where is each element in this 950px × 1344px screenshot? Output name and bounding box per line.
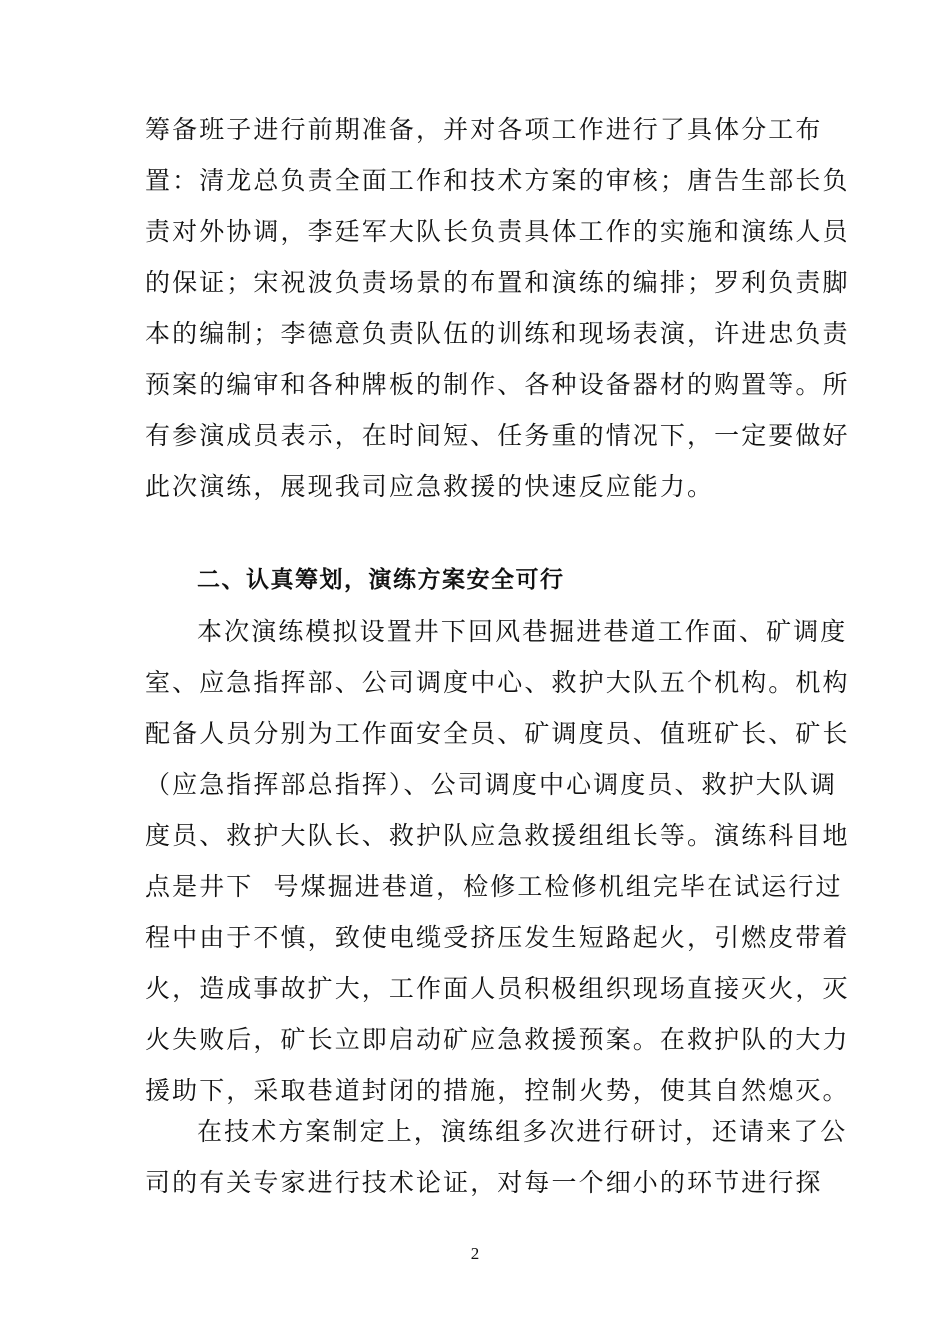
paragraph-2 — [145, 606, 850, 1116]
page-number: 2 — [470, 1244, 480, 1263]
paragraph-line: 有参演成员表示，在时间短、任务重的情况下，一定要做好 — [145, 421, 850, 450]
paragraph-1 — [145, 104, 850, 512]
paragraph-line: 点是井下 号煤掘进巷道，检修工检修机组完毕在试运行过 — [145, 872, 843, 901]
paragraph-line: 度员、救护大队长、救护队应急救援组组长等。演练科目地 — [145, 821, 850, 850]
section-heading: 二、认真筹划，演练方案安全可行 — [197, 567, 565, 593]
paragraph-line: 本的编制；李德意负责队伍的训练和现场表演，许进忠负责 — [145, 319, 850, 348]
paragraph-3 — [145, 1106, 848, 1208]
paragraph-line: 的保证；宋祝波负责场景的布置和演练的编排；罗利负责脚 — [145, 268, 850, 297]
paragraph-line: 程中由于不慎，致使电缆受挤压发生短路起火，引燃皮带着 — [145, 923, 850, 952]
paragraph-line: 本次演练模拟设置井下回风巷掘进巷道工作面、矿调度 — [197, 617, 848, 646]
paragraph-line: 筹备班子进行前期准备，并对各项工作进行了具体分工布 — [145, 115, 823, 144]
paragraph-line: 此次演练，展现我司应急救援的快速反应能力。 — [145, 472, 715, 501]
paragraph-line: 配备人员分别为工作面安全员、矿调度员、值班矿长、矿长 — [145, 719, 850, 748]
paragraph-line: 火失败后，矿长立即启动矿应急救援预案。在救护队的大力 — [145, 1025, 850, 1054]
paragraph-line: 在技术方案制定上，演练组多次进行研讨，还请来了公 — [197, 1117, 848, 1146]
paragraph-line: 预案的编审和各种牌板的制作、各种设备器材的购置等。所 — [145, 370, 850, 399]
paragraph-line: 援助下，采取巷道封闭的措施，控制火势，使其自然熄灭。 — [145, 1076, 850, 1105]
paragraph-line: 司的有关专家进行技术论证，对每一个细小的环节进行探 — [145, 1168, 823, 1197]
paragraph-line: （应急指挥部总指挥）、公司调度中心调度员、救护大队调 — [145, 770, 838, 799]
paragraph-line: 置：清龙总负责全面工作和技术方案的审核；唐告生部长负 — [145, 166, 850, 195]
paragraph-line: 责对外协调，李廷军大队长负责具体工作的实施和演练人员 — [145, 217, 850, 246]
paragraph-line: 火，造成事故扩大，工作面人员积极组织现场直接灭火，灭 — [145, 974, 850, 1003]
paragraph-line: 室、应急指挥部、公司调度中心、救护大队五个机构。机构 — [145, 668, 850, 697]
